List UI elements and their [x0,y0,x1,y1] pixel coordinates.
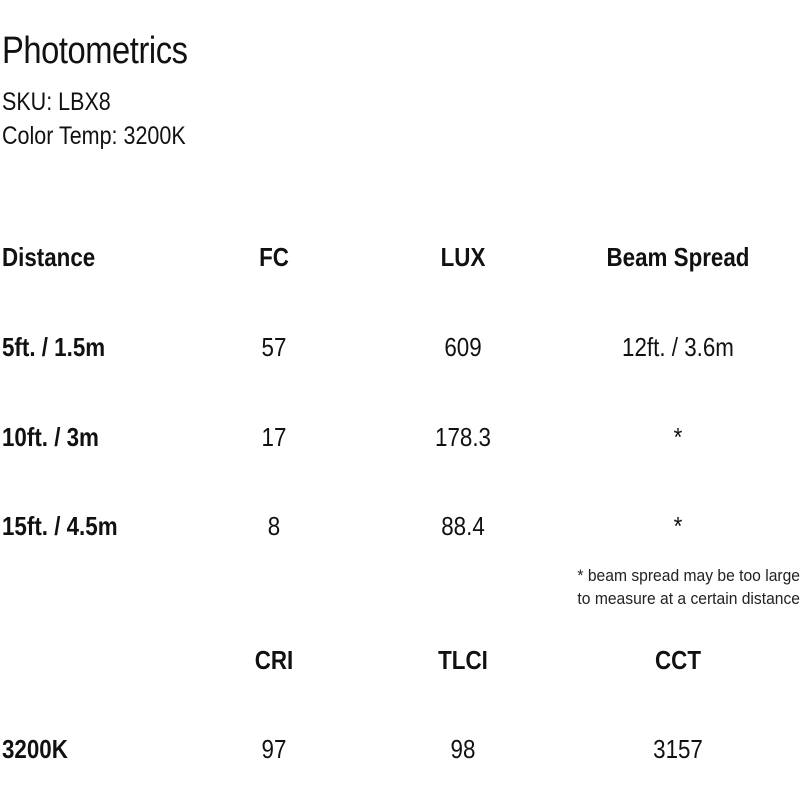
row-distance: 5ft. / 1.5m [2,332,106,362]
row-cri: 97 [261,734,287,764]
row-beam-spread: * [673,511,683,541]
page-title: Photometrics [2,30,188,72]
header-tlci: TLCI [438,645,488,675]
row-beam-spread: * [673,422,683,452]
color-temp-label: Color Temp: 3200K [2,122,186,150]
footnote-line: * beam spread may be too large [577,566,800,585]
header-distance: Distance [2,242,96,272]
row-fc: 8 [267,511,281,541]
beam-spread-footnote [561,564,800,610]
sku-label: SKU: LBX8 [2,88,111,116]
header-cri: CRI [254,645,294,675]
header-fc: FC [259,242,289,272]
header-lux: LUX [440,242,486,272]
row-tlci: 98 [450,734,476,764]
row-lux: 88.4 [441,511,485,541]
row-lux: 609 [444,332,482,362]
row-color-temp: 3200K [2,734,68,764]
row-cct: 3157 [653,734,703,764]
row-fc: 57 [261,332,287,362]
header-beam-spread: Beam Spread [606,242,750,272]
row-lux: 178.3 [435,422,491,452]
row-fc: 17 [261,422,287,452]
header-cct: CCT [655,645,701,675]
row-beam-spread: 12ft. / 3.6m [622,332,734,362]
row-distance: 10ft. / 3m [2,422,99,452]
row-distance: 15ft. / 4.5m [2,511,118,541]
footnote-line: to measure at a certain distance [577,589,800,608]
